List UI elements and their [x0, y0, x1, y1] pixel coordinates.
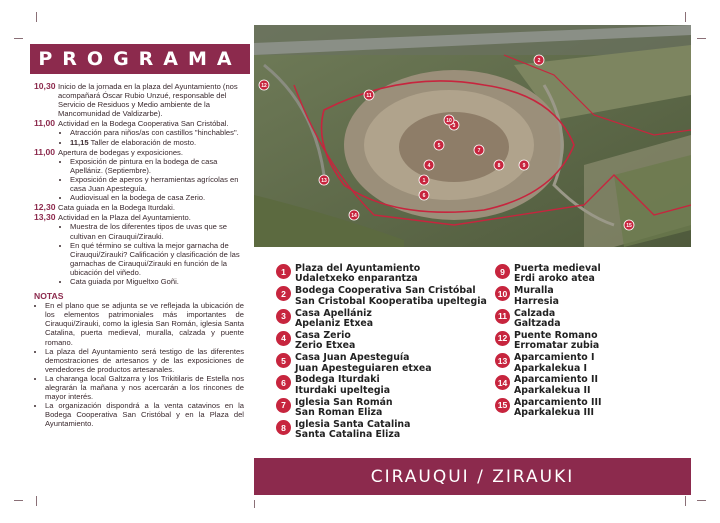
notes-list: [34, 301, 244, 428]
program-sub-text: Taller de elaboración de mosto.: [90, 137, 197, 147]
legend-text: [295, 309, 373, 330]
legend-label-es: Calzada: [514, 307, 556, 319]
program-bullet: • Audiovisual en la bodega de casa Zerio.: [70, 193, 244, 202]
program-text: Apertura de bodegas y exposiciones.: [58, 147, 183, 157]
legend-number-badge: 14: [495, 375, 510, 390]
legend-label-eu: Erdi aroko atea: [514, 273, 595, 285]
map-marker-label: 5: [437, 143, 441, 149]
crop-mark: [36, 12, 37, 22]
program-text-block: [58, 82, 244, 118]
legend-label-es: Casa Apellániz: [295, 307, 372, 319]
map-marker-label: 14: [351, 213, 357, 219]
map-marker: [519, 160, 529, 170]
aerial-map[interactable]: [254, 25, 691, 247]
legend-label-es: Muralla: [514, 285, 554, 297]
legend-number-badge: 6: [276, 375, 291, 390]
program-bullets: [58, 128, 244, 146]
program-bullets: [58, 222, 244, 286]
legend-number-badge: 15: [495, 398, 510, 413]
map-marker: [364, 90, 374, 100]
program-time: 11,00: [34, 118, 56, 129]
map-marker: [444, 115, 454, 125]
program-text-block: [58, 203, 244, 212]
legend-text: [295, 264, 420, 285]
program-entries: [34, 82, 244, 286]
program-list: [34, 82, 244, 428]
crop-mark: [254, 500, 255, 508]
map-marker: [319, 175, 329, 185]
legend-label-eu: Iturdaki upeltegia: [295, 384, 391, 396]
program-bullet: • Atracción para niños/as con castillos "hinchables".: [70, 128, 244, 137]
legend-number-badge: 13: [495, 353, 510, 368]
legend-number-badge: 3: [276, 309, 291, 324]
legend-label-es: Puerta medieval: [514, 263, 601, 274]
legend-label-eu: Zerio Etxea: [295, 340, 356, 352]
map-marker: [349, 210, 359, 220]
legend-label-es: Plaza del Ayuntamiento: [295, 263, 421, 274]
legend-label-es: Bodega Iturdaki: [295, 374, 380, 386]
legend-number-badge: 2: [276, 286, 291, 301]
map-marker-label: 3: [452, 123, 456, 129]
legend-label-eu: Aparkalekua I: [514, 362, 588, 374]
legend-label-eu: Aparkalekua II: [514, 384, 591, 396]
legend-label-es: Aparcamiento II: [514, 374, 598, 386]
crop-mark: [36, 496, 37, 506]
map-marker: [419, 175, 429, 185]
map-marker: [474, 145, 484, 155]
legend-number-badge: 11: [495, 309, 510, 324]
program-bullet: • Muestra de los diferentes tipos de uvas que se cultivan en Cirauqui/Zirauki.: [70, 222, 244, 240]
map-marker-label: 2: [537, 58, 541, 64]
program-bullets: [58, 157, 244, 202]
program-text-block: [58, 119, 244, 146]
legend-text: [295, 331, 355, 352]
program-sub-entry: [70, 138, 244, 147]
program-entry: [34, 82, 244, 118]
map-marker-label: 4: [427, 163, 431, 169]
legend-number-badge: 8: [276, 420, 291, 435]
footer-title: CIRAUQUI / ZIRAUKI: [370, 466, 575, 487]
legend-label-es: Casa Juan Apesteguía: [295, 352, 410, 364]
program-entry: [34, 213, 244, 286]
map-marker: [494, 160, 504, 170]
program-bullet: • Cata guiada por Migueltxo Goñi.: [70, 277, 244, 286]
map-marker-label: 13: [321, 178, 327, 184]
legend-label-eu: Erromatar zubia: [514, 340, 600, 352]
map-marker-label: 12: [261, 83, 267, 89]
program-text-block: [58, 213, 244, 286]
program-sub-time: 11,15: [70, 137, 89, 147]
crop-mark: [685, 496, 686, 506]
crop-mark: [685, 12, 686, 22]
program-time: 11,00: [34, 146, 56, 157]
legend-label-eu: Udaletxeko enparantza: [295, 273, 418, 285]
note-item: • La plaza del Ayuntamiento será testigo de las diferentes demostraciones de artesanos y de las exposiciones de vendedores de productos artesanales.: [45, 347, 244, 374]
legend-label-es: Aparcamiento III: [514, 396, 602, 408]
map-marker-label: 8: [497, 163, 501, 169]
map-marker: [534, 55, 544, 65]
program-entry: [34, 203, 244, 212]
legend-text: [295, 375, 390, 396]
legend-number-badge: 4: [276, 331, 291, 346]
aerial-photo: [254, 25, 691, 247]
program-text: Inicio de la jornada en la plaza del Ayuntamiento (nos acompañará Óscar Rubio Unzué, responsable del Servicio de Residuos y Medio ambiente de la Mancomunidad de Valdizarbe).: [58, 82, 238, 119]
map-marker-label: 9: [522, 163, 526, 169]
program-bullet: • Exposición de pintura en la bodega de casa Apellániz. (Septiembre).: [70, 157, 244, 175]
crop-mark: [697, 38, 706, 39]
legend-number-badge: 1: [276, 264, 291, 279]
map-marker-label: 7: [477, 148, 481, 154]
legend-number-badge: 5: [276, 353, 291, 368]
legend-text: [514, 331, 599, 352]
legend-label-es: Puente Romano: [514, 329, 598, 341]
legend-text: [514, 375, 598, 396]
legend-label-eu: Galtzada: [514, 318, 561, 329]
program-text-block: [58, 148, 244, 203]
program-time: 10,30: [34, 81, 56, 91]
map-marker: [624, 220, 634, 230]
notes-title: NOTAS: [34, 291, 64, 302]
legend-label-eu: Juan Apesteguiaren etxea: [295, 362, 432, 374]
map-marker-label: 6: [422, 193, 426, 199]
note-item: • En el plano que se adjunta se ve reflejada la ubicación de los elementos patrimoniales más importantes de Cirauqui/Zirauki, como la iglesia San Román, iglesia Santa Catalina, puerta medieval, muralla, calzada y puente romano.: [45, 301, 244, 346]
legend-label-eu: San Cristobal Kooperatiba upeltegia: [295, 295, 487, 307]
crop-mark: [14, 38, 23, 39]
legend-label-es: Bodega Cooperativa San Cristóbal: [295, 285, 476, 297]
legend-text: [295, 286, 487, 307]
legend-label-eu: Apelaniz Etxea: [295, 318, 374, 329]
program-banner: [30, 44, 250, 74]
legend-label-eu: Santa Catalina Eliza: [295, 429, 401, 441]
program-entry: [34, 119, 244, 146]
legend-label-eu: Harresia: [514, 295, 559, 307]
map-marker-label: 15: [626, 223, 632, 229]
program-bullet: • Exposición de aperos y herramientas agrícolas en casa Juan Apesteguía.: [70, 175, 244, 193]
legend-number-badge: 9: [495, 264, 510, 279]
legend-label-eu: San Roman Eliza: [295, 407, 383, 419]
program-text: Cata guiada en la Bodega Iturdaki.: [58, 203, 175, 213]
map-marker-label: 1: [422, 178, 426, 184]
program-text: Actividad en la Plaza del Ayuntamiento.: [58, 213, 191, 223]
crop-mark: [14, 500, 23, 501]
legend-label-es: Iglesia San Román: [295, 396, 393, 408]
legend-label-es: Aparcamiento I: [514, 352, 595, 364]
map-marker: [419, 190, 429, 200]
legend-text: [295, 420, 410, 441]
legend-number-badge: 10: [495, 286, 510, 301]
program-time: 12,30: [34, 202, 56, 213]
program-time: 13,30: [34, 212, 56, 223]
footer-banner: [254, 458, 691, 495]
map-marker-label: 11: [366, 93, 372, 99]
program-text: Actividad en la Bodega Cooperativa San Cristóbal.: [58, 119, 229, 129]
crop-mark: [697, 500, 706, 501]
legend-text: [514, 398, 601, 419]
program-title: PROGRAMA: [38, 48, 242, 70]
map-marker-label: 10: [446, 118, 452, 124]
legend-text: [295, 353, 432, 374]
note-item: • La organización dispondrá a la venta catavinos en la Bodega Cooperativa San Cristóbal y en la Plaza del Ayuntamiento.: [45, 401, 244, 428]
legend-text: [295, 398, 393, 419]
map-marker: [434, 140, 444, 150]
legend-text: [514, 264, 601, 285]
note-item: • La charanga local Galtzarra y los Trikitilaris de Estella nos alegrarán la mañana y nos acercarán a los rincones de mayor interés.: [45, 374, 244, 401]
program-entry: [34, 148, 244, 203]
legend: [276, 263, 602, 444]
legend-text: [514, 353, 595, 374]
program-bullet: • En qué término se cultiva la mejor garnacha de Cirauqui/Zirauki? Calificación y clasificación de las garnachas de Cirauqui/Zirauki en función de la ubicación del viñedo.: [70, 241, 244, 277]
map-marker: [259, 80, 269, 90]
legend-text: [514, 286, 559, 307]
map-marker: [424, 160, 434, 170]
legend-label-eu: Aparkalekua III: [514, 407, 595, 419]
legend-text: [514, 309, 561, 330]
legend-number-badge: 7: [276, 398, 291, 413]
legend-label-es: Casa Zerio: [295, 329, 351, 341]
legend-number-badge: 12: [495, 331, 510, 346]
legend-label-es: Iglesia Santa Catalina: [295, 419, 411, 431]
